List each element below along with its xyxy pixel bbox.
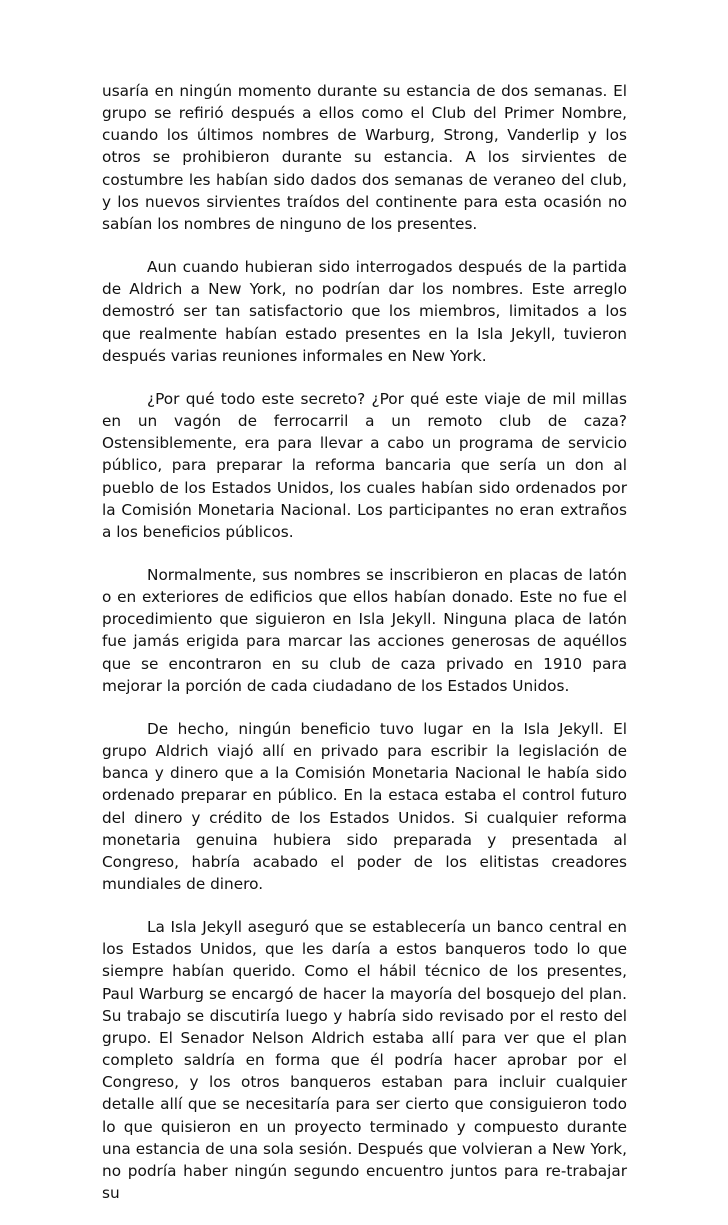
paragraph-3: ¿Por qué todo este secreto? ¿Por qué este viaje de mil millas en un vagón de ferrocarril a un remoto club de caza? Ostensiblemente, era para llevar a cabo un programa de servicio público, para preparar la reforma bancaria que sería un don al pueblo de los Estados Unidos, los cuales habían sido ordenados por la Comisión Monetaria Nacional. Los participantes no eran extraños a los beneficios públicos. [102,389,627,541]
paragraph-1: usaría en ningún momento durante su estancia de dos semanas. El grupo se refirió después a ellos como el Club del Primer Nombre, cuando los últimos nombres de Warburg, Strong, Vanderlip y los otros se prohibieron durante su estancia. A los sirvientes de costumbre les habían sido dados dos semanas de veraneo del club, y los nuevos sirvientes traídos del continente para esta ocasión no sabían los nombres de ninguno de los presentes. [102,82,627,233]
paragraph-6: La Isla Jekyll aseguró que se establecería un banco central en los Estados Unidos, que les daría a estos banqueros todo lo que siempre habían querido. Como el hábil técnico de los presentes, Paul Warburg se encargó de hacer la mayoría del bosquejo del plan. Su trabajo se discutiría luego y habría sido revisado por el resto del grupo. El Senador Nelson Aldrich estaba allí para ver que el plan completo saldría en forma que él podría hacer aprobar por el Congreso, y los otros banqueros estaban para incluir cualquier detalle allí que se necesitaría para ser cierto que consiguieron todo lo que quisieron en un proyecto terminado y compuesto durante una estancia de una sola sesión. Después que volvieran a New York, no podría haber ningún segundo encuentro juntos para re-trabajar su [102,918,627,1203]
document-page [102,80,627,1225]
paragraph-4: Normalmente, sus nombres se inscribieron en placas de latón o en exteriores de edificios que ellos habían donado. Este no fue el procedimiento que siguieron en Isla Jekyll. Ninguna placa de latón fue jamás erigida para marcar las acciones generosas de aquéllos que se encontraron en su club de caza privado en 1910 para mejorar la porción de cada ciudadano de los Estados Unidos. [102,565,627,695]
paragraph-5: De hecho, ningún beneficio tuvo lugar en la Isla Jekyll. El grupo Aldrich viajó allí en privado para escribir la legislación de banca y dinero que a la Comisión Monetaria Nacional le había sido ordenado preparar en público. En la estaca estaba el control futuro del dinero y crédito de los Estados Unidos. Si cualquier reforma monetaria genuina hubiera sido preparada y presentada al Congreso, habría acabado el poder de los elitistas creadores mundiales de dinero. [102,719,627,893]
paragraph-2: Aun cuando hubieran sido interrogados después de la partida de Aldrich a New York, no podrían dar los nombres. Este arreglo demostró ser tan satisfactorio que los miembros, limitados a los que realmente habían estado presentes en la Isla Jekyll, tuvieron después varias reuniones informales en New York. [102,258,627,365]
